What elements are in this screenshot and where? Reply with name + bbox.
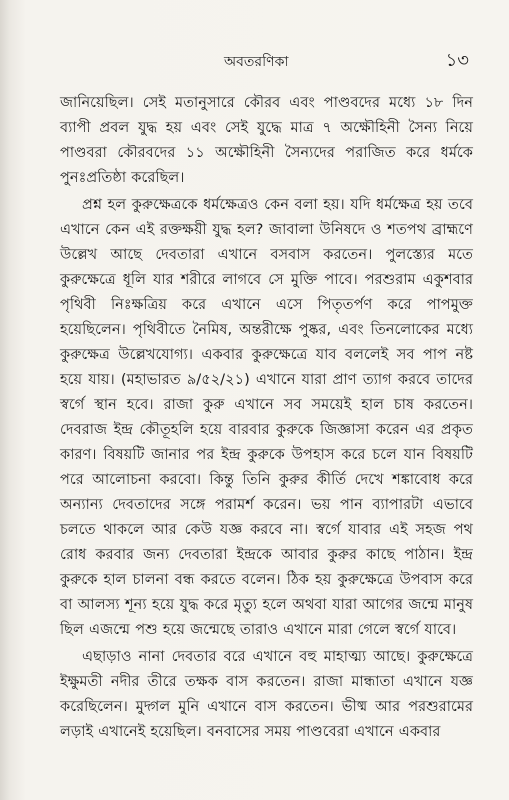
- paragraph-1: জানিয়েছিল। সেই মতানুসারে কৌরব এবং পাণ্ডবদের মধ্যে ১৮ দিন ব্যাপী প্রবল যুদ্ধ হয় এবং সেই যুদ্ধে মাত্র ৭ অক্ষৌহিনী সৈন্য নিয়ে পাণ্ডবরা কৌরবদের ১১ অক্ষৌহিনী সৈন্যদের পরাজিত করে ধর্মকে পুনঃপ্রতিষ্ঠা করেছিল।: [60, 94, 473, 186]
- page-header: [60, 50, 469, 74]
- paragraph-3: এছাড়াও নানা দেবতার বরে এখানে বহু মাহাত্ম্য আছে। কুরুক্ষেত্রে ইক্ষুমতী নদীর তীরে তক্ষক বাস করতেন। রাজা মান্ধাতা এখানে যজ্ঞ করেছিলেন। মুদ্গল মুনি এখানে বাস করতেন। ভীষ্ম আর পরশুরামের লড়াই এখানেই হয়েছিল। বনবাসের সময় পাণ্ডবেরা এখানে একবার: [60, 648, 473, 740]
- paragraph-2: প্রশ্ন হল কুরুক্ষেত্রকে ধর্মক্ষেত্রও কেন বলা হয়। যদি ধর্মক্ষেত্র হয় তবে এখানে কেন এই রক্তক্ষয়ী যুদ্ধ হল? জাবালা উনিষদে ও শতপথ ব্রাহ্মণে উল্লেখ আছে দেবতারা এখানে বসবাস করতেন। পুলস্ত্যের মতে কুরুক্ষেত্রে ধূলি যার শরীরে লাগবে সে মুক্তি পাবে। পরশুরাম একুশবার পৃথিবী নিঃক্ষত্রিয় করে এখানে এসে পিতৃতর্পণ করে পাপমুক্ত হয়েছিলেন। পৃথিবীতে নৈমিষ, অন্তরীক্ষে পুষ্কর, এবং তিনলোকের মধ্যে কুরুক্ষেত্র উল্লেখযোগ্য। একবার কুরুক্ষেত্রে যাব বললেই সব পাপ নষ্ট হয়ে যায়। (মহাভারত ৯/৫২/২১) এখানে যারা প্রাণ ত্যাগ করবে তাদের স্বর্গে স্থান হবে। রাজা কুরু এখানে সব সময়েই হাল চাষ করতেন। দেবরাজ ইন্দ্র কৌতূহলি হয়ে বারবার কুরুকে জিজ্ঞাসা করেন এর প্রকৃত কারণ। বিষয়টি জানার পর ইন্দ্র কুরুকে উপহাস করে চলে যান বিষয়টি পরে আলোচনা করবো। কিন্তু তিনি কুরুর কীর্তি দেখে শঙ্কাবোধ করে অন্যান্য দেবতাদের সঙ্গে পরামর্শ করেন। ভয় পান ব্যাপারটা এভাবে চলতে থাকলে আর কেউ যজ্ঞ করবে না। স্বর্গে যাবার এই সহজ পথ রোধ করবার জন্য দেবতারা ইন্দ্রকে আবার কুরুর কাছে পাঠান। ইন্দ্র কুরুকে হাল চালনা বন্ধ করতে বলেন। ঠিক হয় কুরুক্ষেত্রে উপবাস করে বা আলস্য শূন্য হয়ে যুদ্ধ করে মৃত্যু হলে অথবা যারা আগের জন্মে মানুষ ছিল এজন্মে পশু হয়ে জন্মেছে তারাও এখানে মারা গেলে স্বর্গে যাবে।: [60, 196, 473, 638]
- body-text: [60, 90, 473, 744]
- running-title: অবতরণিকা: [224, 54, 289, 70]
- page-number: ১৩: [445, 50, 469, 71]
